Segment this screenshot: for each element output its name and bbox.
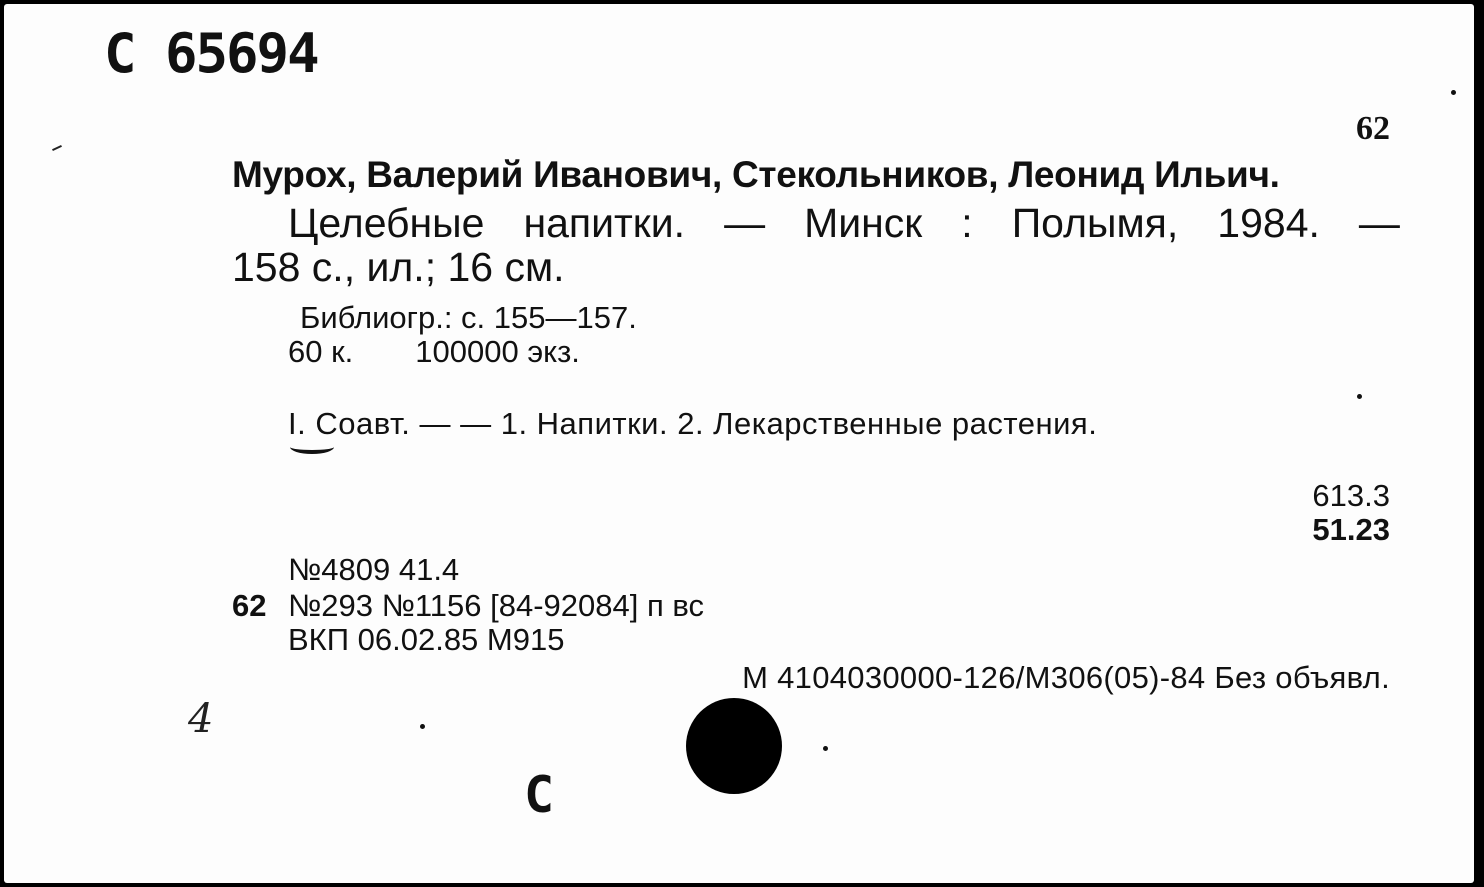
corner-letter: С [524, 766, 555, 824]
copies: 100000 экз. [415, 334, 580, 369]
punch-hole [686, 698, 782, 794]
page-number: 62 [1356, 110, 1390, 147]
stamp-code: С 65694 [104, 22, 318, 85]
title-word: — [724, 200, 766, 246]
authors: Мурох, Валерий Иванович, Стекольников, Леонид Ильич. [232, 154, 1280, 195]
speck [420, 724, 425, 729]
title-line-2: 158 с., ил.; 16 см. [232, 244, 565, 290]
title-word: : [961, 200, 973, 246]
speck [1451, 90, 1456, 95]
title-word: Минск [804, 200, 923, 246]
tech-line-3: ВКП 06.02.85 М915 [288, 622, 565, 657]
classification-index-secondary: 51.23 [1312, 512, 1390, 547]
price-row [288, 334, 580, 370]
price: 60 к. [288, 334, 354, 369]
speck [823, 746, 828, 751]
tech-line-2: №293 №1156 [84-92084] п вс [288, 588, 704, 623]
title-word: напитки. [523, 200, 686, 246]
speck [52, 145, 62, 151]
title-word: Целебные [288, 200, 485, 246]
classification-index: 613.3 [1312, 478, 1390, 513]
title-word: — [1358, 200, 1400, 246]
subject-headings: I. Соавт. — — 1. Напитки. 2. Лекарственные растения. [288, 406, 1098, 441]
speck [1357, 394, 1362, 399]
publisher-code: М 4104030000-126/М306(05)-84 Без объявл. [742, 660, 1390, 695]
bibliography-note: Библиогр.: с. 155—157. [300, 300, 637, 335]
catalog-card [4, 4, 1474, 883]
tech-line-2-prefix: 62 [232, 588, 267, 623]
title-word: Полымя, [1011, 200, 1179, 246]
title-line-1 [288, 200, 1400, 247]
handwritten-mark: 4 [188, 696, 214, 742]
handwritten-underline [290, 440, 334, 454]
tech-line-1: №4809 41.4 [288, 552, 460, 587]
title-word: 1984. [1217, 200, 1320, 246]
